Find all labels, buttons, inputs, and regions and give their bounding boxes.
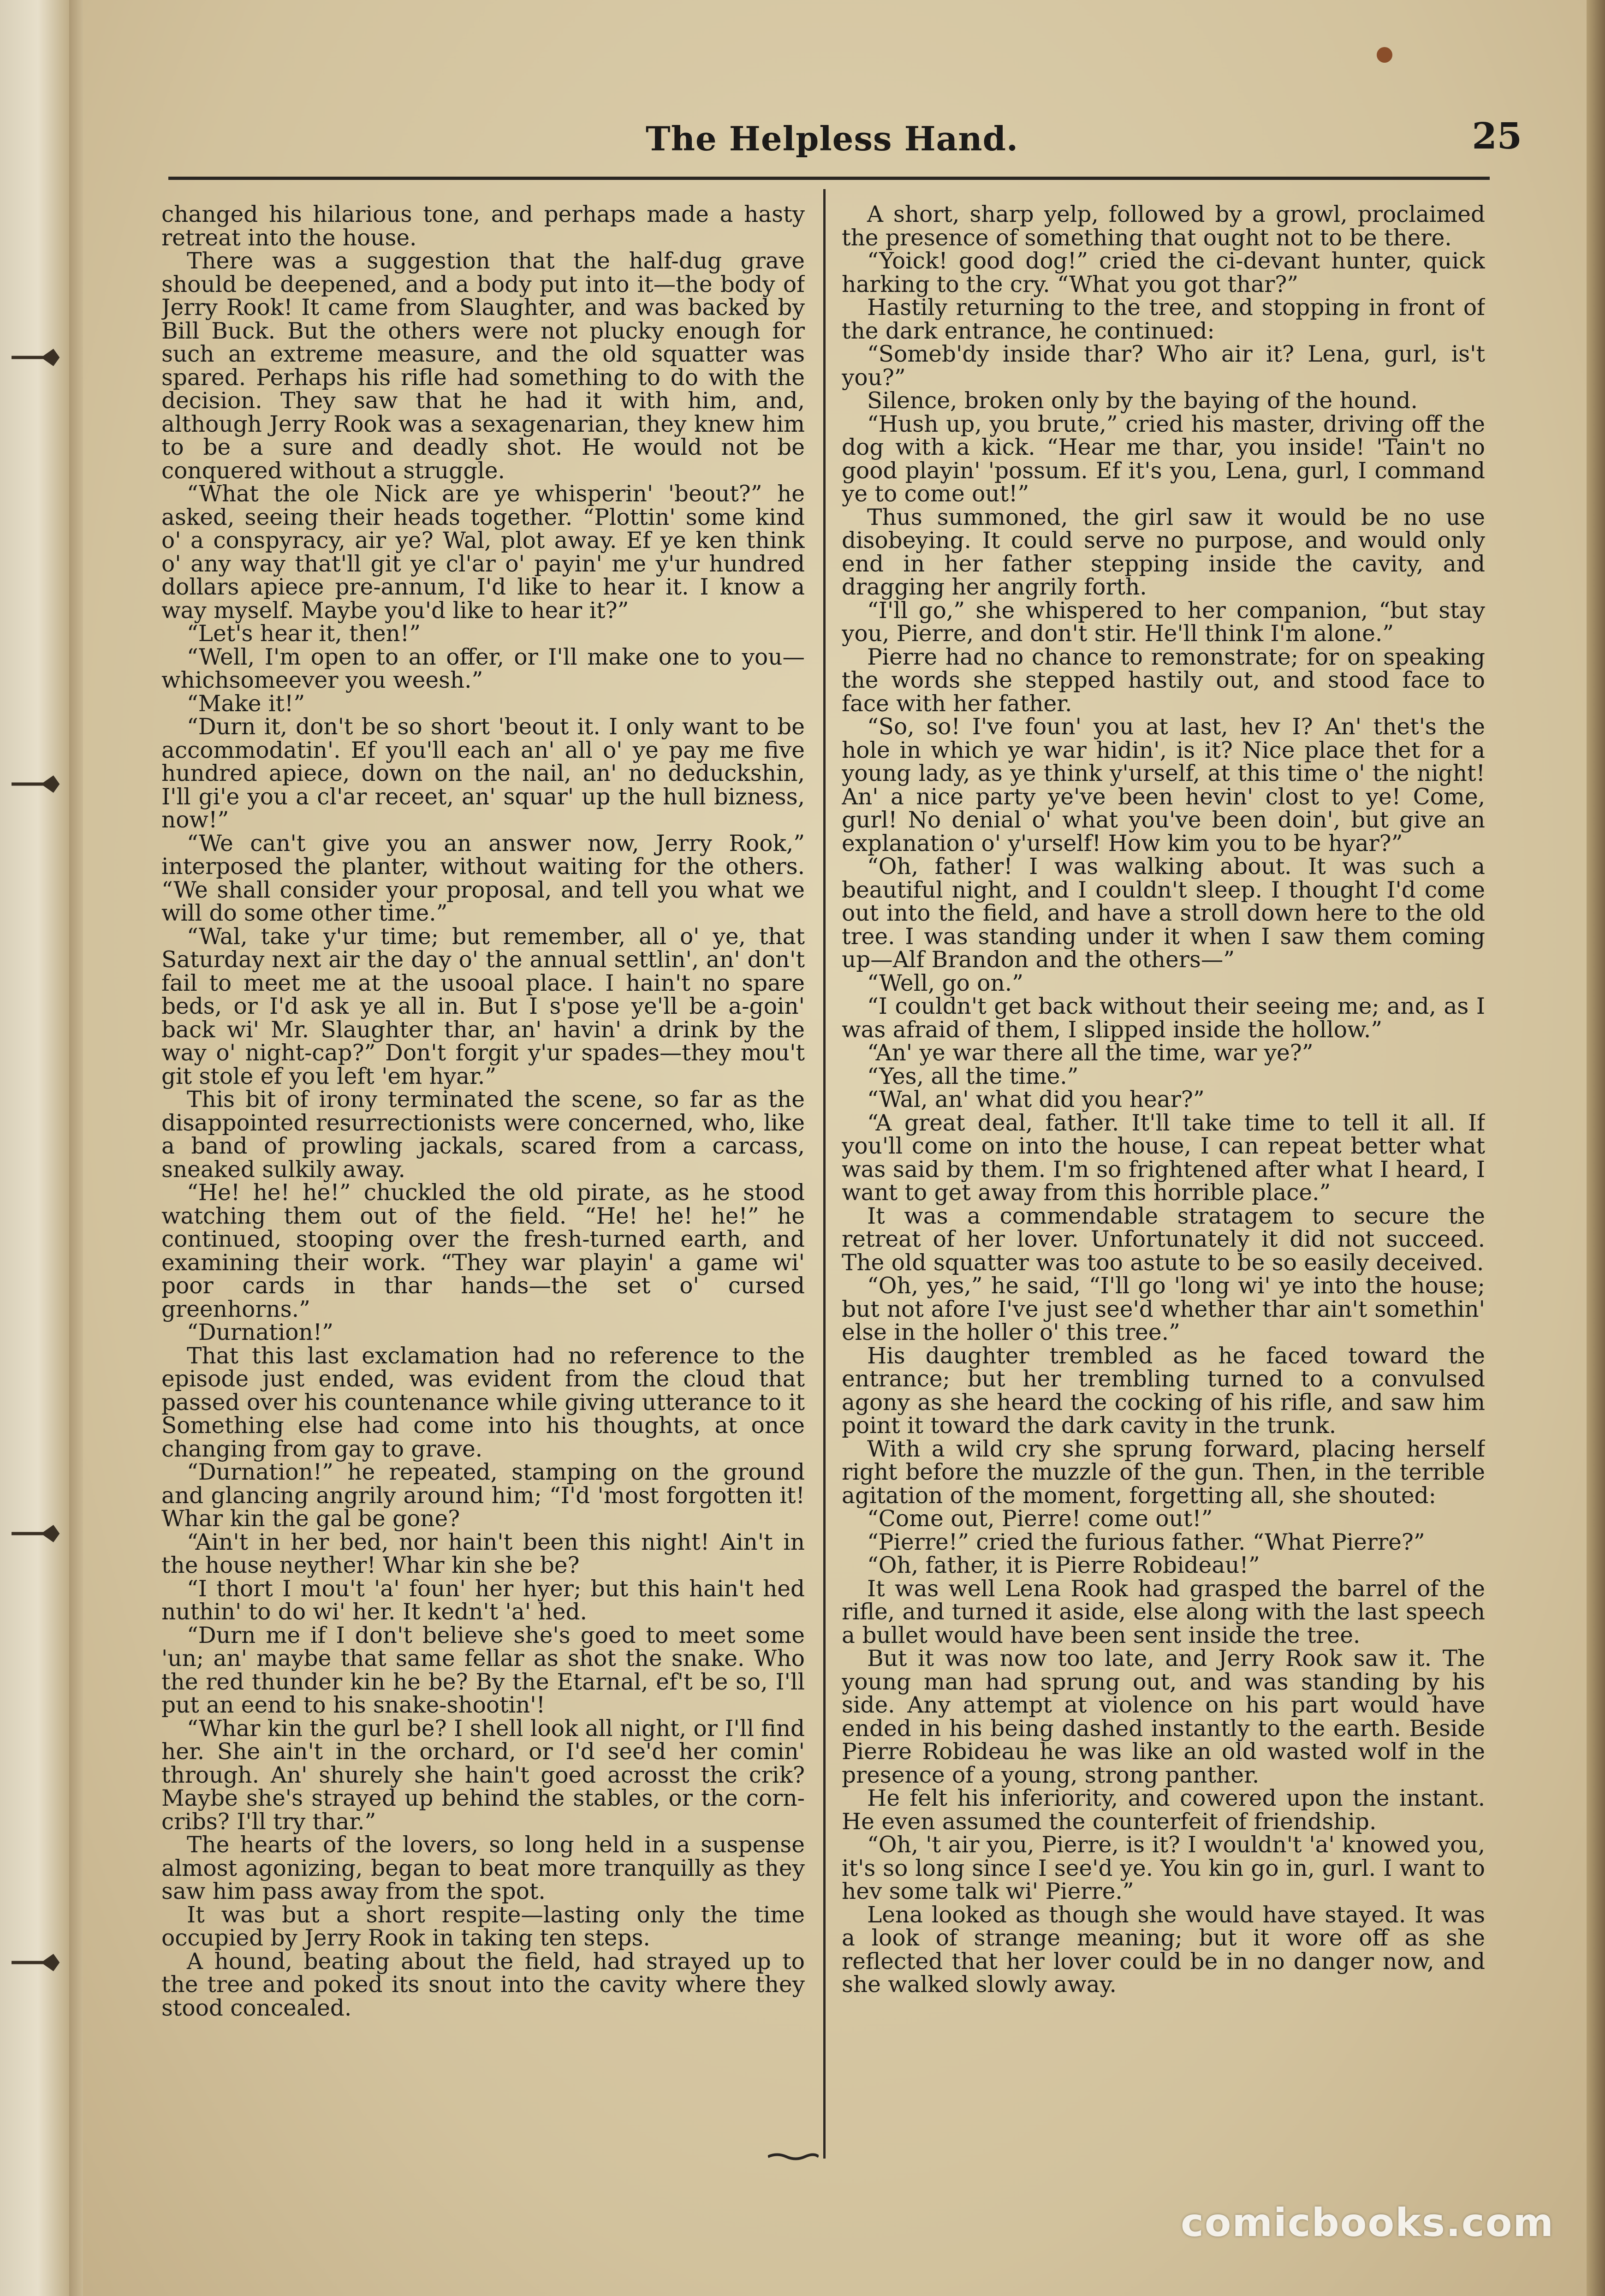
paragraph: “We can't give you an answer now, Jerry Rook,” interposed the planter, without waiting for the others. “We shall consider your proposal, and tell you what we will do some other time.” <box>161 830 805 926</box>
left-column <box>161 203 805 2154</box>
paragraph: It was but a short respite—lasting only the time occupied by Jerry Rook in taking ten steps. <box>161 1902 805 1951</box>
paragraph: “Ain't in her bed, nor hain't been this night! Ain't in the house neyther! Whar kin she be? <box>161 1529 805 1578</box>
paragraph: This bit of irony terminated the scene, so far as the disappointed resurrectionists were concerned, who, like a band of prowling jackals, scared from a carcass, sneaked sulkily away. <box>161 1087 805 1183</box>
paragraph: Silence, broken only by the baying of the hound. <box>867 388 1418 414</box>
paragraph: “Wal, an' what did you hear?” <box>867 1087 1205 1112</box>
paragraph: “Durn me if I don't believe she's goed to meet some 'un; an' maybe that same fellar as shot the snake. Who the red thunder kin he be? By the Etarnal, ef't be so, I'll put an eend to his snake-shootin'! <box>161 1622 805 1718</box>
paragraph: “Whar kin the gurl be? I shell look all night, or I'll find her. She ain't in the orchard, or I'd see'd her comin' through. An' shurely she hain't goed acrosst the crik? Maybe she's strayed up behind the stables, or the corn-cribs? I'll try thar.” <box>161 1715 805 1835</box>
right-column <box>842 203 1485 2154</box>
binding-stitch-icon <box>0 1949 78 1976</box>
paragraph: “Oh, father! I was walking about. It was such a beautiful night, and I couldn't sleep. I thought I'd come out into the field, and have a stroll down here to the old tree. I was standing under it when I saw them coming up—Alf Brandon and the others—” <box>842 854 1485 973</box>
binding-stitch-icon <box>0 344 78 371</box>
paragraph: “I'll go,” she whispered to her companion, “but stay you, Pierre, and don't stir. He'll think I'm alone.” <box>842 597 1485 647</box>
paragraph: “So, so! I've foun' you at last, hev I? An' thet's the hole in which ye war hidin', is it? Nice place thet for a young lady, as ye think y'urself, at this time o' the night! An' a nice party ye've been hevin' clost to ye! Come, gurl! No denial o' what you've been doin', but give an explanation o' y'urself! How kim you to be hyar?” <box>842 714 1485 857</box>
paragraph: It was well Lena Rook had grasped the barrel of the rifle, and turned it aside, else along with the last speech a bullet would have been sent inside the tree. <box>842 1576 1485 1648</box>
watermark: comicbooks.com <box>1181 2200 1554 2245</box>
paragraph: There was a suggestion that the half-dug grave should be deepened, and a body put into it—the body of Jerry Rook! It came from Slaughter, and was backed by Bill Buck. But the others were not plucky enough for such an extreme measure, and the old squatter was spared. Perhaps his rifle had something to do with the decision. They saw that he had it with him, and, although Jerry Rook was a sexagenarian, they knew him to be a sure and deadly shot. He would not be conquered without a struggle. <box>161 248 805 484</box>
paragraph: “I couldn't get back without their seeing me; and, as I was afraid of them, I slipped inside the hollow.” <box>842 993 1485 1043</box>
paragraph: “Durnation!” he repeated, stamping on the ground and glancing angrily around him; “I'd 'most forgotten it! Whar kin the gal be gone? <box>161 1459 805 1532</box>
paragraph: A short, sharp yelp, followed by a growl, proclaimed the presence of something that ought not to be there. <box>842 203 1485 251</box>
paragraph: Hastily returning to the tree, and stopping in front of the dark entrance, he continued: <box>842 295 1485 344</box>
paragraph: changed his hilarious tone, and perhaps made a hasty retreat into the house. <box>161 203 805 251</box>
header-rule <box>168 177 1490 180</box>
paragraph: Thus summoned, the girl saw it would be no use disobeying. It could serve no purpose, and would only end in her father stepping inside the cavity, and dragging her angrily forth. <box>842 504 1485 600</box>
paragraph: “Well, I'm open to an offer, or I'll make one to you—whichsomeever you weesh.” <box>161 644 805 693</box>
paragraph: “Make it!” <box>187 690 305 717</box>
paragraph: It was a commendable stratagem to secure the retreat of her lover. Unfortunately it did not succeed. The old squatter was too astute to be so easily deceived. <box>842 1203 1485 1276</box>
paragraph: “Yes, all the time.” <box>867 1063 1079 1089</box>
paragraph: A hound, beating about the field, had strayed up to the tree and poked its snout into the cavity where they stood concealed. <box>161 1948 805 2021</box>
paragraph: “Come out, Pierre! come out!” <box>867 1506 1213 1532</box>
paragraph: “Durn it, don't be so short 'beout it. I only want to be accommodatin'. Ef you'll each an' all o' ye pay me five hundred apiece, down on the nail, an' no deduckshin, I'll gi'e you a cl'ar receet, an' squar' up the hull bizness, now!” <box>161 714 805 833</box>
running-title: The Helpless Hand. <box>646 119 1019 158</box>
page-number: 25 <box>1472 115 1522 157</box>
paper-stain <box>1377 47 1392 63</box>
paragraph: Lena looked as though she would have stayed. It was a look of strange meaning; but it wore off as she reflected that her lover could be in no danger now, and she walked slowly away. <box>842 1902 1485 1998</box>
paragraph: But it was now too late, and Jerry Rook saw it. The young man had sprung out, and was standing by his side. Any attempt at violence on his part would have ended in his being dashed instantly to the earth. Beside Pierre Robideau he was like an old wasted wolf in the presence of a young, strong panther. <box>842 1646 1485 1788</box>
paragraph: “He! he! he!” chuckled the old pirate, as he stood watching them out of the field. “He! he! he!” he continued, stooping over the fresh-turned earth, and examining their work. “They war playin' a game wi' poor cards in thar hands—the set o' cursed greenhorns.” <box>161 1180 805 1322</box>
paragraph: “Hush up, you brute,” cried his master, driving off the dog with a kick. “Hear me thar, you inside! 'Tain't no good playin' 'possum. Ef it's you, Lena, gurl, I command ye to come out!” <box>842 411 1485 507</box>
paragraph: “I thort I mou't 'a' foun' her hyer; but this hain't hed nuthin' to do wi' her. It kedn't 'a' hed. <box>161 1576 805 1625</box>
paragraph: “Oh, father, it is Pierre Robideau!” <box>867 1552 1260 1578</box>
paragraph: “Durnation!” <box>187 1320 333 1345</box>
column-divider <box>823 189 826 2159</box>
paragraph: “What the ole Nick are ye whisperin' 'beout?” he asked, seeing their heads together. “Plottin' some kind o' a conspyracy, air ye? Wal, plot away. Ef ye ken think o' any way that'll git ye cl'ar o' payin' me y'ur hundred dollars apiece pre-annum, I'd like to hear it. I know a way myself. Maybe you'd like to hear it?” <box>161 481 805 624</box>
paragraph: He felt his inferiority, and cowered upon the instant. He even assumed the counterfeit of friendship. <box>842 1785 1485 1835</box>
paragraph: “Someb'dy inside thar? Who air it? Lena, gurl, is't you?” <box>842 341 1485 391</box>
paragraph: With a wild cry she sprung forward, placing herself right before the muzzle of the gun. Then, in the terrible agitation of the moment, forgetting all, she shouted: <box>842 1436 1485 1509</box>
paragraph: “Let's hear it, then!” <box>187 621 421 647</box>
paragraph: “Oh, 't air you, Pierre, is it? I wouldn't 'a' knowed you, it's so long since I see'd ye. You kin go in, gurl. I want to hev some talk wi' Pierre.” <box>842 1832 1485 1904</box>
paragraph: “Wal, take y'ur time; but remember, all o' ye, that Saturday next air the day o' the annual settlin', an' don't fail to meet me at the usooal place. I hain't no spare beds, or I'd ask ye all in. But I s'pose ye'll be a-goin' back wi' Mr. Slaughter thar, an' havin' a drink by the way o' night-cap?” Don't forgit y'ur spades—they mou't git stole ef you left 'em hyar.” <box>161 923 805 1089</box>
paragraph: “Well, go on.” <box>867 970 1023 996</box>
paragraph: That this last exclamation had no reference to the episode just ended, was evident from the cloud that passed over his countenance while giving utterance to it Something else had come into his thoughts, at once changing from gay to grave. <box>161 1343 805 1462</box>
binding-stitch-icon <box>0 1520 78 1547</box>
paragraph: “An' ye war there all the time, war ye?” <box>867 1040 1314 1066</box>
tail-ornament-icon <box>768 2152 819 2162</box>
paragraph: “Oh, yes,” he said, “I'll go 'long wi' ye into the house; but not afore I've just see'd whether thar ain't somethin' else in the holler o' this tree.” <box>842 1273 1485 1345</box>
paragraph: The hearts of the lovers, so long held in a suspense almost agonizing, began to beat more tranquilly as they saw him pass away from the spot. <box>161 1832 805 1904</box>
page-edge <box>1587 0 1605 2296</box>
paragraph: His daughter trembled as he faced toward the entrance; but her trembling turned to a convulsed agony as she heard the cocking of his rifle, and saw him point it toward the dark cavity in the trunk. <box>842 1343 1485 1439</box>
paragraph: Pierre had no chance to remonstrate; for on speaking the words she stepped hastily out, and stood face to face with her father. <box>842 644 1485 717</box>
paragraph: “Yoick! good dog!” cried the ci-devant hunter, quick harking to the cry. “What you got thar?” <box>842 248 1485 297</box>
paragraph: “A great deal, father. It'll take time to tell it all. If you'll come on into the house, I can repeat better what was said by them. I'm so frightened after what I heard, I want to get away from this horrible place.” <box>842 1110 1485 1206</box>
binding-stitch-icon <box>0 770 78 798</box>
page-header <box>83 111 1522 166</box>
paragraph: “Pierre!” cried the furious father. “What Pierre?” <box>867 1529 1425 1555</box>
